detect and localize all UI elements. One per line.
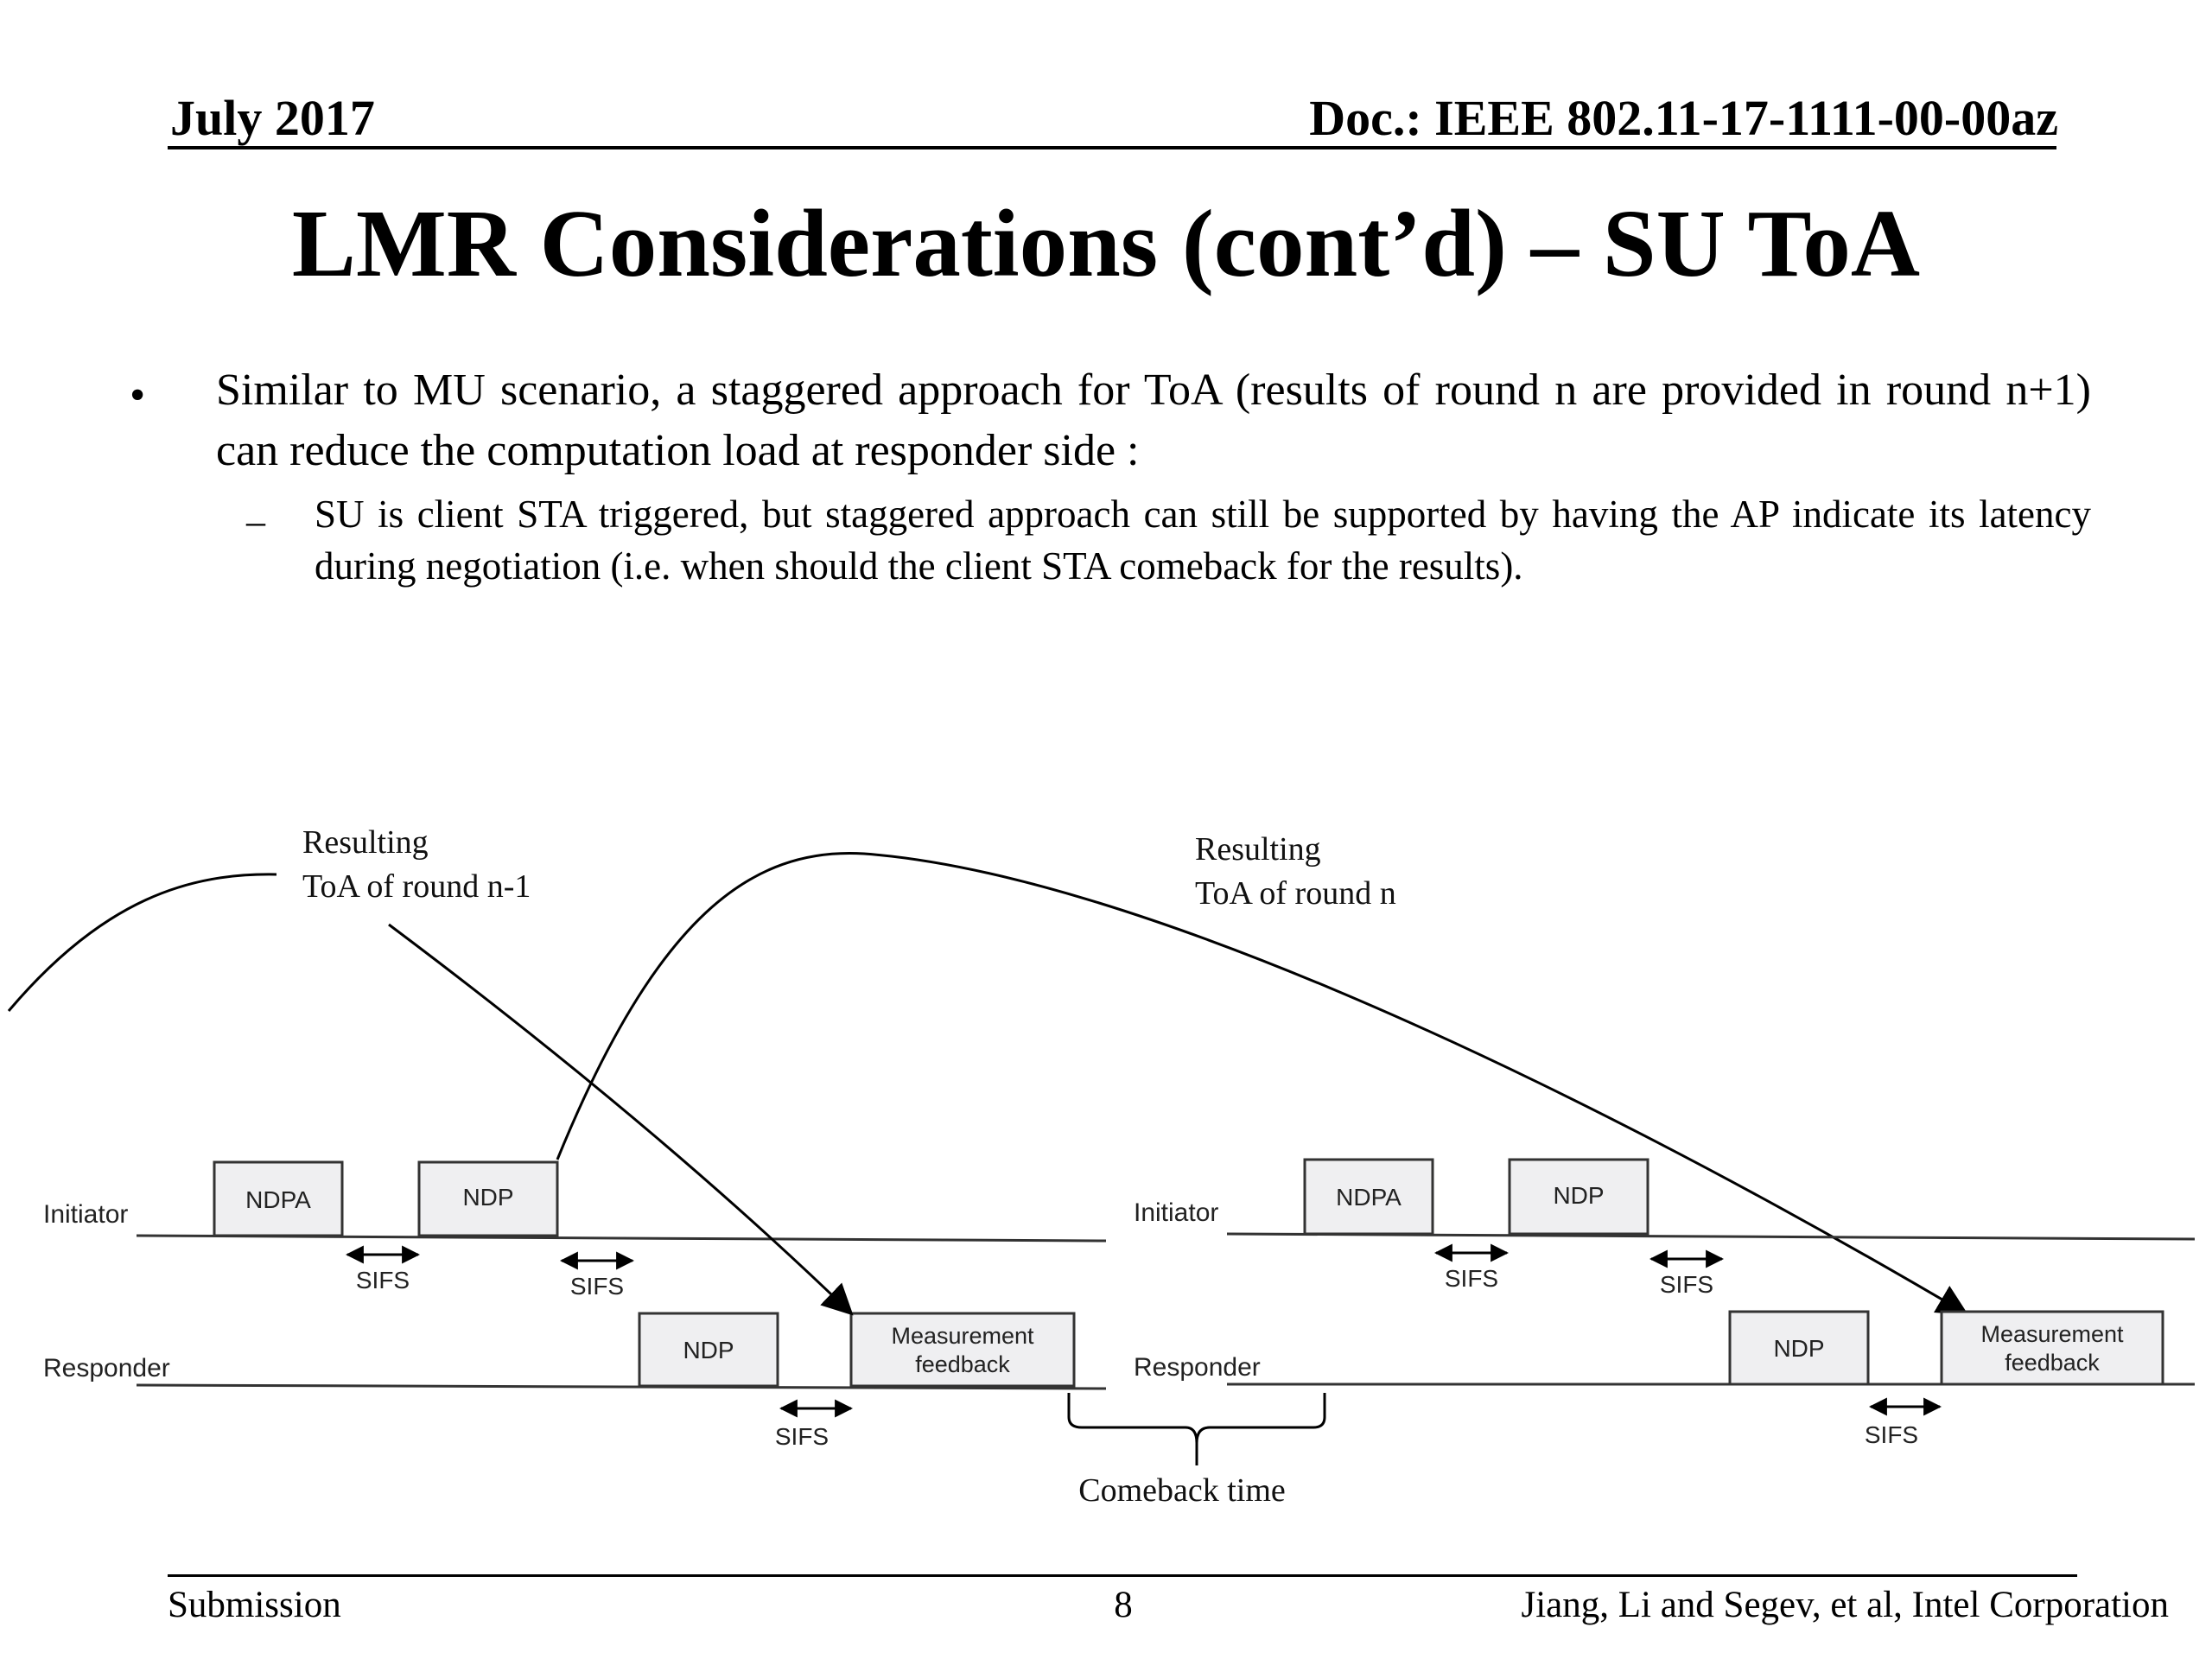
ndp-initiator-frame [1510,1160,1648,1234]
header-doc-id: Doc.: IEEE 802.11-17-1111-00-00az [1309,90,2058,146]
comeback-label: Comeback time [1078,1472,1286,1509]
comeback-brace [1069,1393,1325,1465]
measurement-label-line1: Measurement [891,1323,1034,1349]
initiator-label: Initiator [1134,1198,1219,1227]
ndp-label: NDP [1773,1335,1825,1362]
ndp-responder-frame [639,1313,778,1386]
bullet-marker: • [130,371,146,420]
ndp-responder-frame [1730,1312,1868,1384]
sifs-label: SIFS [774,1423,830,1450]
sifs-label: SIFS [1659,1271,1714,1298]
footer-authors: Jiang, Li and Segev, et al, Intel Corporation [1521,1585,2169,1625]
responder-label: Responder [1134,1353,1261,1382]
footer-divider [168,1574,2077,1577]
ndp-label: NDP [1553,1182,1605,1209]
responder-label: Responder [43,1354,170,1382]
header-date: July 2017 [170,90,375,146]
arrow-to-measurement-feedback [389,925,851,1313]
left-scenario [9,824,1966,1450]
header-divider [168,146,2056,149]
ndp-initiator-frame [419,1162,557,1236]
sifs-label: SIFS [569,1273,625,1300]
sifs-label: SIFS [1444,1265,1499,1292]
annotation-prev-line1: Resulting [302,824,429,861]
su-toa-timing-diagram [0,812,2212,1555]
measurement-label-line2: feedback [2005,1350,2100,1376]
sifs-label: SIFS [355,1267,410,1294]
measurement-label-line2: feedback [915,1351,1010,1377]
sifs-label: SIFS [1864,1421,1919,1448]
annotation-prev-line2: ToA of round n-1 [302,868,531,905]
ndpa-frame [214,1162,342,1236]
right-scenario [1134,831,2195,1448]
sub-bullet-text: SU is client STA triggered, but staggered approach can still be supported by having the AP indicate its latency during negotiation (i.e. when should the client STA comeback for the results). [315,493,2091,588]
ndp-label: NDP [683,1337,734,1363]
measurement-label-line1: Measurement [1980,1321,2124,1347]
ndpa-frame [1305,1160,1433,1234]
page-number: 8 [1114,1585,1133,1625]
measurement-feedback-frame [1942,1312,2163,1384]
footer-submission: Submission [168,1585,341,1625]
curve-from-previous-round [9,874,276,1011]
ndpa-label: NDPA [245,1186,311,1213]
annotation-cur-line1: Resulting [1195,831,1321,868]
ndp-label: NDP [462,1184,514,1211]
ndpa-label: NDPA [1336,1184,1402,1211]
slide-title: LMR Considerations (cont’d) – SU ToA [291,191,1921,297]
annotation-cur-line2: ToA of round n [1195,875,1396,912]
bullet-text: Similar to MU scenario, a staggered approach for ToA (results of round n are provided in round n+1) can reduce the computation load at responder side : [216,365,2091,475]
sub-bullet-marker: – [246,500,265,543]
initiator-label: Initiator [43,1200,129,1229]
arrow-round-n-result [557,853,1966,1313]
measurement-feedback-frame [851,1313,1074,1386]
